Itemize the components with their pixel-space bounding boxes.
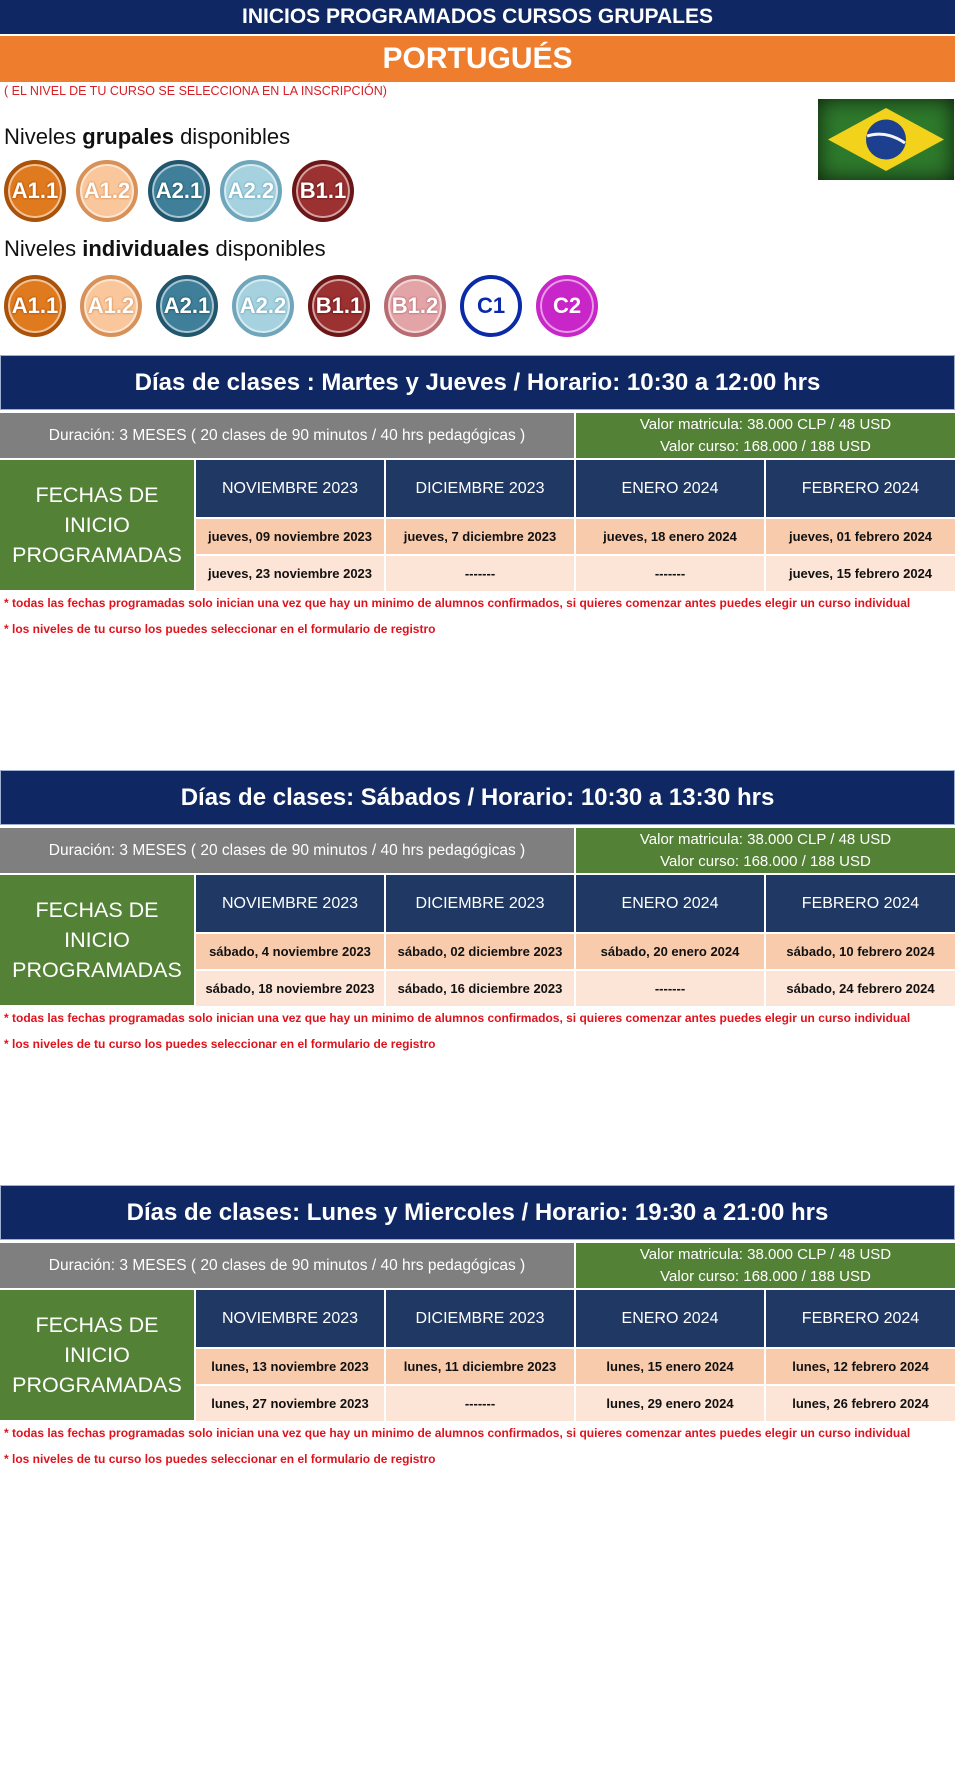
section-3-date-r1c4: lunes, 12 febrero 2024 [766, 1349, 955, 1384]
section-3-date-r2c2: ------- [386, 1386, 574, 1421]
level-badge-c2: C2 [536, 275, 598, 337]
section-3-date-r1c3: lunes, 15 enero 2024 [576, 1349, 764, 1384]
section-2-date-r2c3: ------- [576, 971, 764, 1006]
section-2-date-r2c4: sábado, 24 febrero 2024 [766, 971, 955, 1006]
section-1-schedule-header: Días de clases : Martes y Jueves / Horario: 10:30 a 12:00 hrs [0, 355, 955, 410]
fechas-line-1: FECHAS DE [35, 483, 159, 507]
section-3-price-curso: Valor curso: 168.000 / 188 USD [660, 1267, 871, 1285]
page-title: INICIOS PROGRAMADOS CURSOS GRUPALES [0, 0, 955, 34]
section-1-fechas-label [0, 460, 194, 590]
section-3-date-r1c1: lunes, 13 noviembre 2023 [196, 1349, 384, 1384]
fechas-line-2: INICIO [64, 1343, 130, 1367]
brazil-flag-icon [818, 99, 954, 180]
section-2-date-r1c4: sábado, 10 febrero 2024 [766, 934, 955, 969]
section-2-date-r1c2: sábado, 02 diciembre 2023 [386, 934, 574, 969]
level-badge-a22: A2.2 [232, 275, 294, 337]
section-2-price-curso: Valor curso: 168.000 / 188 USD [660, 852, 871, 870]
section-1-price-curso: Valor curso: 168.000 / 188 USD [660, 437, 871, 455]
section-2-footnote-2: * los niveles de tu curso los puedes seleccionar en el formulario de registro [4, 1037, 436, 1051]
level-note: ( EL NIVEL DE TU CURSO SE SELECCIONA EN LA INSCRIPCIÓN) [4, 84, 387, 98]
section-2-month-dic: DICIEMBRE 2023 [386, 875, 574, 932]
section-3-month-ene: ENERO 2024 [576, 1290, 764, 1347]
section-1-date-r2c2: ------- [386, 556, 574, 591]
grupales-badges [4, 160, 354, 222]
section-3-date-r2c3: lunes, 29 enero 2024 [576, 1386, 764, 1421]
individuales-suffix: disponibles [209, 236, 326, 261]
individuales-bold: individuales [82, 236, 210, 261]
section-1-month-feb: FEBRERO 2024 [766, 460, 955, 517]
section-2-date-r1c3: sábado, 20 enero 2024 [576, 934, 764, 969]
section-2-month-feb: FEBRERO 2024 [766, 875, 955, 932]
section-3-price [576, 1243, 955, 1288]
fechas-line-1: FECHAS DE [35, 1313, 159, 1337]
section-1-month-nov: NOVIEMBRE 2023 [196, 460, 384, 517]
grupales-bold: grupales [82, 124, 174, 149]
fechas-line-2: INICIO [64, 928, 130, 952]
section-3-duration: Duración: 3 MESES ( 20 clases de 90 minutos / 40 hrs pedagógicas ) [0, 1243, 574, 1288]
section-3-month-dic: DICIEMBRE 2023 [386, 1290, 574, 1347]
section-2-month-ene: ENERO 2024 [576, 875, 764, 932]
section-2-month-nov: NOVIEMBRE 2023 [196, 875, 384, 932]
section-1-price-matricula: Valor matricula: 38.000 CLP / 48 USD [639, 415, 892, 433]
individuales-badges [4, 275, 598, 337]
section-2-duration: Duración: 3 MESES ( 20 clases de 90 minutos / 40 hrs pedagógicas ) [0, 828, 574, 873]
section-1-date-r1c3: jueves, 18 enero 2024 [576, 519, 764, 554]
section-3-footnote-1: * todas las fechas programadas solo inician una vez que hay un minimo de alumnos confirmados, si quieres comenzar antes puedes elegir un curso individual [4, 1426, 911, 1440]
section-1-month-ene: ENERO 2024 [576, 460, 764, 517]
level-badge-b12: B1.2 [384, 275, 446, 337]
individuales-prefix: Niveles [4, 236, 83, 261]
grupales-suffix: disponibles [173, 124, 291, 149]
section-1-footnote-1: * todas las fechas programadas solo inician una vez que hay un minimo de alumnos confirmados, si quieres comenzar antes puedes elegir un curso individual [4, 596, 911, 610]
section-2-price-matricula: Valor matricula: 38.000 CLP / 48 USD [639, 830, 892, 848]
section-2-footnote-1: * todas las fechas programadas solo inician una vez que hay un minimo de alumnos confirmados, si quieres comenzar antes puedes elegir un curso individual [4, 1011, 911, 1025]
section-3-date-r2c1: lunes, 27 noviembre 2023 [196, 1386, 384, 1421]
individuales-title [4, 236, 326, 262]
section-1-date-r2c1: jueves, 23 noviembre 2023 [196, 556, 384, 591]
section-1-duration: Duración: 3 MESES ( 20 clases de 90 minutos / 40 hrs pedagógicas ) [0, 413, 574, 458]
grupales-prefix: Niveles [4, 124, 83, 149]
section-2-fechas-label [0, 875, 194, 1005]
fechas-line-3: PROGRAMADAS [12, 1373, 182, 1397]
level-badge-b11: B1.1 [292, 160, 354, 222]
level-badge-a21: A2.1 [156, 275, 218, 337]
section-1-date-r1c2: jueves, 7 diciembre 2023 [386, 519, 574, 554]
fechas-line-2: INICIO [64, 513, 130, 537]
section-1-date-r1c4: jueves, 01 febrero 2024 [766, 519, 955, 554]
section-2-schedule-header: Días de clases: Sábados / Horario: 10:30 a 13:30 hrs [0, 770, 955, 825]
section-1-price [576, 413, 955, 458]
language-banner: PORTUGUÉS [0, 36, 955, 82]
fechas-line-3: PROGRAMADAS [12, 958, 182, 982]
section-3-month-feb: FEBRERO 2024 [766, 1290, 955, 1347]
section-3-schedule-header: Días de clases: Lunes y Miercoles / Horario: 19:30 a 21:00 hrs [0, 1185, 955, 1240]
fechas-line-3: PROGRAMADAS [12, 543, 182, 567]
level-badge-a11: A1.1 [4, 160, 66, 222]
level-badge-a12: A1.2 [80, 275, 142, 337]
level-badge-b11: B1.1 [308, 275, 370, 337]
section-1-date-r2c3: ------- [576, 556, 764, 591]
section-1-date-r1c1: jueves, 09 noviembre 2023 [196, 519, 384, 554]
fechas-line-1: FECHAS DE [35, 898, 159, 922]
section-3-date-r1c2: lunes, 11 diciembre 2023 [386, 1349, 574, 1384]
section-1-footnote-2: * los niveles de tu curso los puedes seleccionar en el formulario de registro [4, 622, 436, 636]
section-3-month-nov: NOVIEMBRE 2023 [196, 1290, 384, 1347]
level-badge-a12: A1.2 [76, 160, 138, 222]
section-3-price-matricula: Valor matricula: 38.000 CLP / 48 USD [639, 1245, 892, 1263]
section-1-date-r2c4: jueves, 15 febrero 2024 [766, 556, 955, 591]
level-badge-a11: A1.1 [4, 275, 66, 337]
section-2-date-r1c1: sábado, 4 noviembre 2023 [196, 934, 384, 969]
section-2-date-r2c1: sábado, 18 noviembre 2023 [196, 971, 384, 1006]
level-badge-a21: A2.1 [148, 160, 210, 222]
level-badge-a22: A2.2 [220, 160, 282, 222]
grupales-title [4, 124, 290, 150]
section-2-date-r2c2: sábado, 16 diciembre 2023 [386, 971, 574, 1006]
section-3-fechas-label [0, 1290, 194, 1420]
level-badge-c1: C1 [460, 275, 522, 337]
section-2-price [576, 828, 955, 873]
section-1-month-dic: DICIEMBRE 2023 [386, 460, 574, 517]
section-3-footnote-2: * los niveles de tu curso los puedes seleccionar en el formulario de registro [4, 1452, 436, 1466]
section-3-date-r2c4: lunes, 26 febrero 2024 [766, 1386, 955, 1421]
